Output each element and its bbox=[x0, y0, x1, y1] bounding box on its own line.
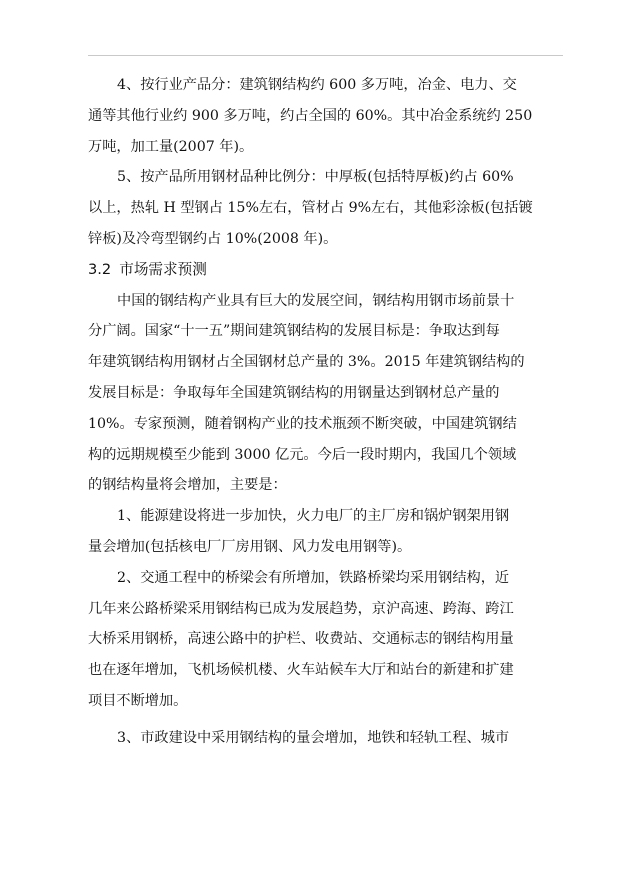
section-number: 3.2 bbox=[88, 260, 112, 278]
text-line: 也在逐年增加，飞机场候机楼、火车站候车大厅和站台的新建和扩建 bbox=[88, 662, 514, 679]
text-line: 1、能源建设将进一步加快，火力电厂的主厂房和锅炉钢架用钢 bbox=[117, 508, 510, 525]
text-line: 10%。专家预测，随着钢构产业的技术瓶颈不断突破，中国建筑钢结 bbox=[88, 415, 517, 432]
text-line: 发展目标是：争取每年全国建筑钢结构的用钢量达到钢材总产量的 bbox=[88, 384, 500, 401]
text-line: 3、市政建设中采用钢结构的量会增加，地铁和轻轨工程、城市 bbox=[117, 729, 510, 746]
paragraph-municipal bbox=[88, 723, 563, 754]
header-rule bbox=[88, 55, 563, 56]
text-line: 构的远期规模至少能到 3000 亿元。今后一段时期内，我国几个领域 bbox=[88, 446, 517, 463]
paragraph-steel-products bbox=[88, 162, 563, 254]
text-line: 5、按产品所用钢材品种比例分：中厚板(包括特厚板)约占 60% bbox=[117, 169, 514, 186]
paragraph-market-outlook bbox=[88, 286, 563, 502]
text-line: 几年来公路桥梁采用钢结构已成为发展趋势，京沪高速、跨海、跨江 bbox=[88, 600, 514, 617]
text-line: 万吨，加工量(2007 年)。 bbox=[88, 138, 254, 155]
text-line: 中国的钢结构产业具有巨大的发展空间，钢结构用钢市场前景十 bbox=[117, 292, 515, 309]
section-heading bbox=[88, 255, 563, 286]
text-line: 2、交通工程中的桥梁会有所增加，铁路桥梁均采用钢结构，近 bbox=[117, 569, 510, 586]
text-line: 年建筑钢结构用钢材占全国钢材总产量的 3%。2015 年建筑钢结构的 bbox=[88, 354, 525, 371]
text-line: 项目不断增加。 bbox=[88, 692, 188, 709]
section-title: 市场需求预测 bbox=[119, 260, 207, 278]
text-line: 大桥采用钢桥，高速公路中的护栏、收费站、交通标志的钢结构用量 bbox=[88, 631, 514, 648]
text-line: 量会增加(包括核电厂厂房用钢、风力发电用钢等)。 bbox=[88, 538, 412, 555]
paragraph-energy bbox=[88, 501, 563, 563]
text-line: 4、按行业产品分：建筑钢结构约 600 多万吨，冶金、电力、交 bbox=[117, 77, 517, 93]
paragraph-transport bbox=[88, 563, 563, 717]
document-body bbox=[88, 70, 563, 754]
text-line: 以上，热轧 H 型钢占 15%左右，管材占 9%左右，其他彩涂板(包括镀 bbox=[88, 200, 533, 217]
text-line: 通等其他行业约 900 多万吨，约占全国的 60%。其中冶金系统约 250 bbox=[88, 107, 533, 124]
text-line: 分广阔。国家“十一五”期间建筑钢结构的发展目标是：争取达到每 bbox=[88, 323, 500, 340]
paragraph-industry-split bbox=[88, 70, 563, 162]
text-line: 的钢结构量将会增加，主要是： bbox=[88, 477, 287, 494]
text-line: 锌板)及冷弯型钢约占 10%(2008 年)。 bbox=[88, 230, 338, 247]
